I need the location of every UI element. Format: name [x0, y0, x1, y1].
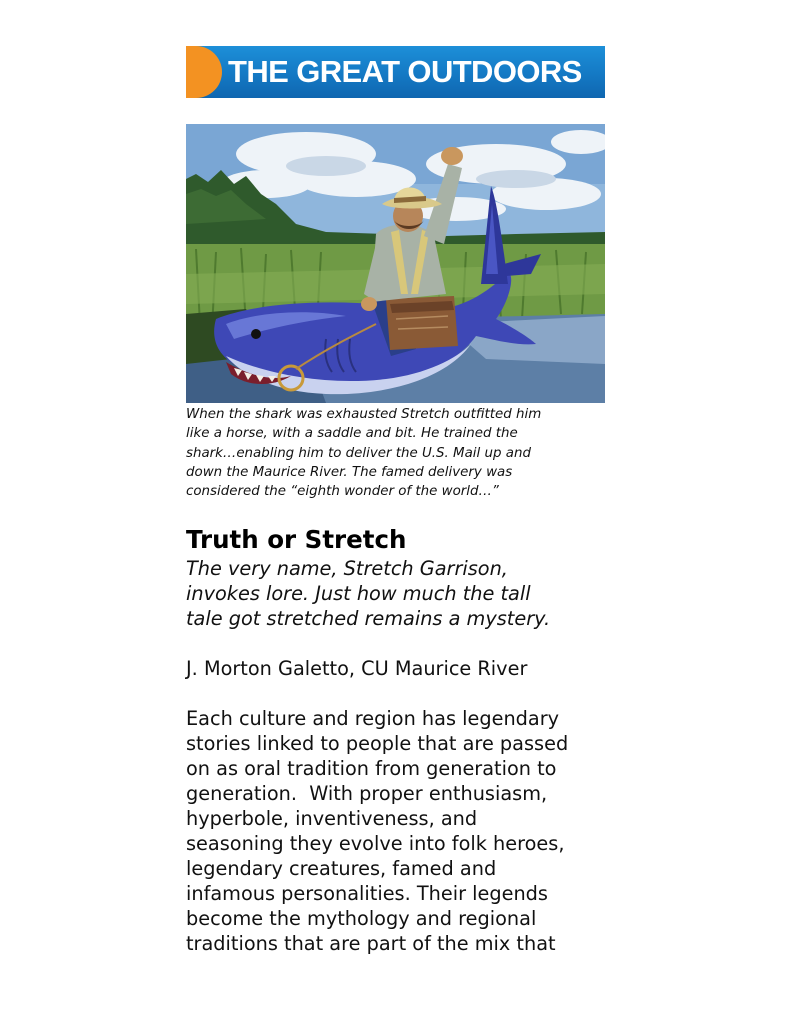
- article-byline: J. Morton Galetto, CU Maurice River: [186, 657, 528, 680]
- section-banner: [186, 46, 605, 98]
- body-line: on as oral tradition from generation to: [186, 757, 557, 780]
- body-line: traditions that are part of the mix that: [186, 932, 556, 955]
- body-line: stories linked to people that are passed: [186, 732, 569, 755]
- article-body: [186, 706, 616, 956]
- caption-line: down the Maurice River. The famed delivery was: [186, 464, 513, 480]
- caption-line: When the shark was exhausted Stretch outfitted him: [186, 407, 542, 422]
- body-line: seasoning they evolve into folk heroes,: [186, 832, 565, 855]
- shark-rider-illustration-icon: [186, 124, 605, 403]
- orange-half-circle-icon: [186, 46, 222, 98]
- body-line: infamous personalities. Their legends: [186, 882, 548, 905]
- caption-line: like a horse, with a saddle and bit. He trained the: [186, 426, 518, 442]
- body-line: generation. With proper enthusiasm,: [186, 782, 548, 805]
- article-deck: [186, 556, 606, 631]
- body-line: legendary creatures, famed and: [186, 857, 497, 880]
- banner-title: THE GREAT OUTDOORS: [228, 54, 582, 89]
- deck-line: The very name, Stretch Garrison,: [186, 557, 508, 580]
- body-line: become the mythology and regional: [186, 907, 537, 930]
- caption-line: considered the “eighth wonder of the world…”: [186, 484, 499, 500]
- photo-caption: [186, 405, 610, 501]
- deck-line: tale got stretched remains a mystery.: [186, 607, 551, 630]
- deck-line: invokes lore. Just how much the tall: [186, 582, 531, 605]
- article-photo: [186, 124, 605, 403]
- article-headline: Truth or Stretch: [186, 525, 407, 554]
- body-line: Each culture and region has legendary: [186, 707, 560, 730]
- caption-line: shark…enabling him to deliver the U.S. Mail up and: [186, 445, 531, 461]
- body-line: hyperbole, inventiveness, and: [186, 807, 478, 830]
